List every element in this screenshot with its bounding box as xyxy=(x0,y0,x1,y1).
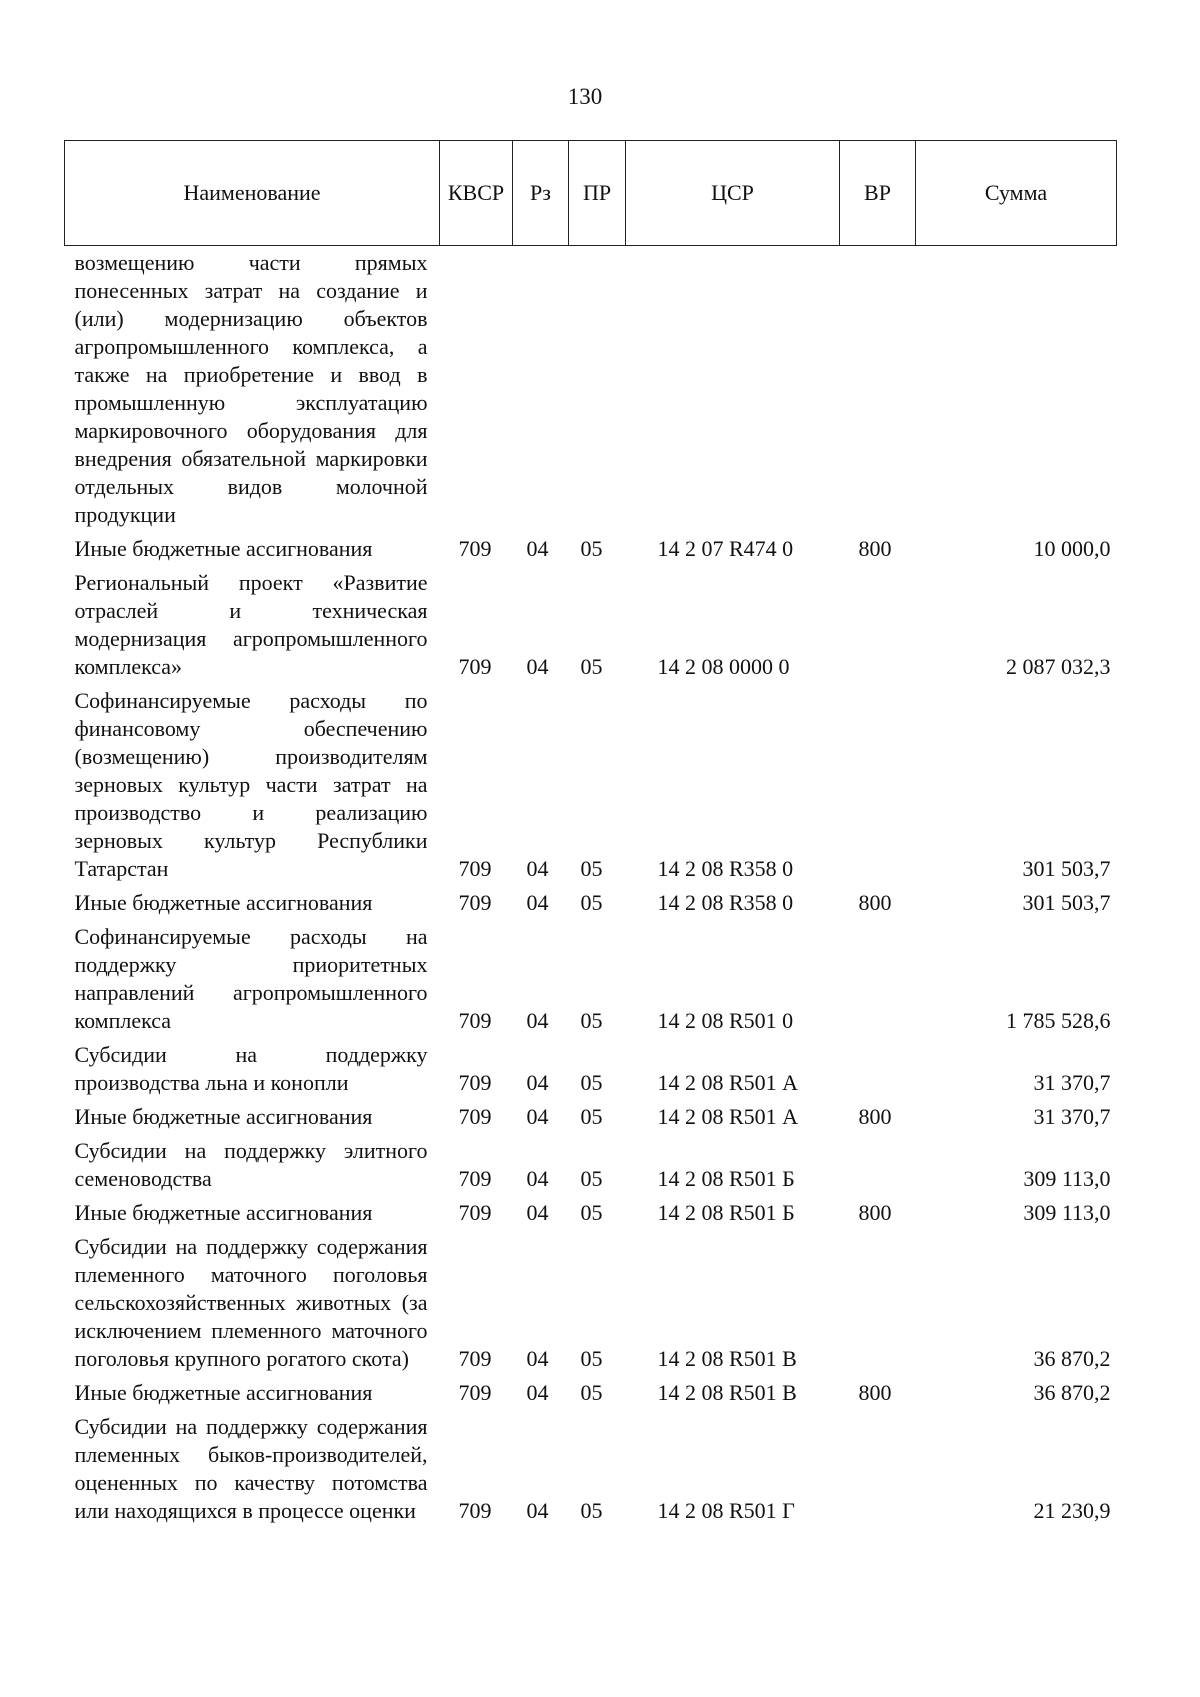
cell-pr: 05 xyxy=(580,1008,603,1033)
cell-rz: 04 xyxy=(526,856,549,881)
cell-rz: 04 xyxy=(526,654,549,679)
cell-rz: 04 xyxy=(526,1498,549,1523)
cell-vr xyxy=(840,684,916,886)
cell-vr xyxy=(840,1410,916,1528)
header-sum: Сумма xyxy=(916,141,1117,246)
cell-kvsr: 709 xyxy=(458,856,492,881)
cell-vr: 800 xyxy=(858,1200,892,1225)
header-rz: Рз xyxy=(513,141,569,246)
cell-vr xyxy=(840,1038,916,1100)
cell-rz: 04 xyxy=(526,1166,549,1191)
cell-pr: 05 xyxy=(580,1346,603,1371)
cell-sum: 36 870,2 xyxy=(1033,1346,1111,1371)
cell-rz: 04 xyxy=(526,1070,549,1095)
cell-vr: 800 xyxy=(858,890,892,915)
cell-name: Иные бюджетные ассигнования xyxy=(74,1104,373,1129)
cell-vr: 800 xyxy=(858,536,892,561)
cell-vr: 800 xyxy=(858,1380,892,1405)
header-kvsr: КВСР xyxy=(440,141,513,246)
cell-name: Иные бюджетные ассигнования xyxy=(74,536,373,561)
cell-csr: 14 2 08 R501 В xyxy=(657,1380,797,1405)
cell-pr: 05 xyxy=(580,856,603,881)
cell-sum: 1 785 528,6 xyxy=(1006,1008,1111,1033)
table-row xyxy=(65,246,1117,533)
cell-kvsr: 709 xyxy=(458,1166,492,1191)
cell-rz: 04 xyxy=(526,536,549,561)
cell-name: Софинансируемые расходы на поддержку приоритетных направлений агропромышленного комплекса xyxy=(74,924,428,1033)
cell-kvsr: 709 xyxy=(458,1498,492,1523)
cell-sum: 36 870,2 xyxy=(1033,1380,1111,1405)
table-row xyxy=(65,684,1117,886)
cell-rz xyxy=(513,246,569,533)
cell-name: Субсидии на поддержку содержания племенных быков-производителей, оцененных по качеству потомства или находящихся в процессе оценки xyxy=(74,1414,428,1523)
cell-kvsr: 709 xyxy=(458,1380,492,1405)
cell-csr: 14 2 08 R501 0 xyxy=(657,1008,794,1033)
cell-sum: 2 087 032,3 xyxy=(1006,654,1111,679)
cell-pr: 05 xyxy=(580,1166,603,1191)
cell-csr: 14 2 08 R501 Б xyxy=(657,1166,795,1191)
cell-name: Иные бюджетные ассигнования xyxy=(74,1200,373,1225)
cell-kvsr: 709 xyxy=(458,1070,492,1095)
cell-name: Региональный проект «Развитие отраслей и техническая модернизация агропромышленного комплекса» xyxy=(74,570,428,679)
cell-sum: 309 113,0 xyxy=(1023,1200,1111,1225)
cell-kvsr: 709 xyxy=(458,1008,492,1033)
cell-csr: 14 2 08 R358 0 xyxy=(657,890,794,915)
header-pr: ПР xyxy=(569,141,626,246)
cell-name: Иные бюджетные ассигнования xyxy=(74,1380,373,1405)
table-row xyxy=(65,1410,1117,1528)
cell-kvsr xyxy=(440,246,513,533)
cell-sum: 31 370,7 xyxy=(1033,1104,1111,1129)
cell-rz: 04 xyxy=(526,1008,549,1033)
cell-sum: 301 503,7 xyxy=(1022,890,1111,915)
cell-csr: 14 2 08 R501 А xyxy=(657,1070,799,1095)
cell-pr xyxy=(569,246,626,533)
cell-csr: 14 2 07 R474 0 xyxy=(657,536,794,561)
cell-vr: 800 xyxy=(858,1104,892,1129)
table-row xyxy=(65,886,1117,920)
table-row xyxy=(65,1038,1117,1100)
cell-name: Субсидии на поддержку элитного семеноводства xyxy=(74,1138,428,1191)
table-row xyxy=(65,1196,1117,1230)
cell-sum: 21 230,9 xyxy=(1033,1498,1111,1523)
table-row xyxy=(65,1100,1117,1134)
cell-csr: 14 2 08 R501 В xyxy=(657,1346,797,1371)
cell-rz: 04 xyxy=(526,1104,549,1129)
table-row xyxy=(65,920,1117,1038)
table-row xyxy=(65,1376,1117,1410)
cell-sum xyxy=(916,246,1117,533)
table-row xyxy=(65,1230,1117,1376)
cell-pr: 05 xyxy=(580,1104,603,1129)
cell-vr xyxy=(840,920,916,1038)
cell-pr: 05 xyxy=(580,536,603,561)
cell-sum: 301 503,7 xyxy=(1022,856,1111,881)
cell-csr: 14 2 08 R501 А xyxy=(657,1104,799,1129)
table-header xyxy=(65,141,1117,246)
cell-csr: 14 2 08 R501 Г xyxy=(657,1498,795,1523)
cell-kvsr: 709 xyxy=(458,536,492,561)
budget-table xyxy=(64,140,1117,1528)
cell-rz: 04 xyxy=(526,1200,549,1225)
table-row xyxy=(65,1134,1117,1196)
cell-name: Иные бюджетные ассигнования xyxy=(74,890,373,915)
table-row xyxy=(65,566,1117,684)
cell-kvsr: 709 xyxy=(458,890,492,915)
cell-name: Субсидии на поддержку производства льна и конопли xyxy=(74,1042,428,1095)
table-row xyxy=(65,532,1117,566)
cell-csr: 14 2 08 R358 0 xyxy=(657,856,794,881)
cell-pr: 05 xyxy=(580,890,603,915)
cell-kvsr: 709 xyxy=(458,1346,492,1371)
cell-csr: 14 2 08 R501 Б xyxy=(657,1200,795,1225)
cell-vr xyxy=(840,1134,916,1196)
cell-kvsr: 709 xyxy=(458,1200,492,1225)
cell-name: Субсидии на поддержку содержания племенного маточного поголовья сельскохозяйственных животных (за исключением племенного маточного поголовья крупного рогатого скота) xyxy=(74,1234,428,1371)
cell-sum: 31 370,7 xyxy=(1033,1070,1111,1095)
page-number: 130 xyxy=(567,84,603,109)
cell-rz: 04 xyxy=(526,1346,549,1371)
table-body xyxy=(65,246,1117,1529)
cell-vr xyxy=(840,246,916,533)
cell-csr xyxy=(626,246,840,533)
header-csr: ЦСР xyxy=(626,141,840,246)
cell-csr: 14 2 08 0000 0 xyxy=(657,654,790,679)
header-vr: ВР xyxy=(840,141,916,246)
cell-rz: 04 xyxy=(526,890,549,915)
cell-pr: 05 xyxy=(580,1200,603,1225)
cell-vr xyxy=(840,1230,916,1376)
header-name: Наименование xyxy=(65,141,440,246)
cell-pr: 05 xyxy=(580,654,603,679)
cell-rz: 04 xyxy=(526,1380,549,1405)
cell-kvsr: 709 xyxy=(458,1104,492,1129)
cell-sum: 309 113,0 xyxy=(1023,1166,1111,1191)
cell-name: Софинансируемые расходы по финансовому обеспечению (возмещению) производителям зерновых культур части затрат на производство и реализацию зерновых культур Республики Татарстан xyxy=(74,688,428,881)
cell-pr: 05 xyxy=(580,1498,603,1523)
cell-pr: 05 xyxy=(580,1070,603,1095)
cell-name: возмещению части прямых понесенных затрат на создание и (или) модернизацию объектов агропромышленного комплекса, а также на приобретение и ввод в промышленную эксплуатацию маркировочного оборудования для внедрения обязательной маркировки отдельных видов молочной продукции xyxy=(74,250,428,527)
cell-vr xyxy=(840,566,916,684)
cell-pr: 05 xyxy=(580,1380,603,1405)
cell-kvsr: 709 xyxy=(458,654,492,679)
cell-sum: 10 000,0 xyxy=(1033,536,1111,561)
